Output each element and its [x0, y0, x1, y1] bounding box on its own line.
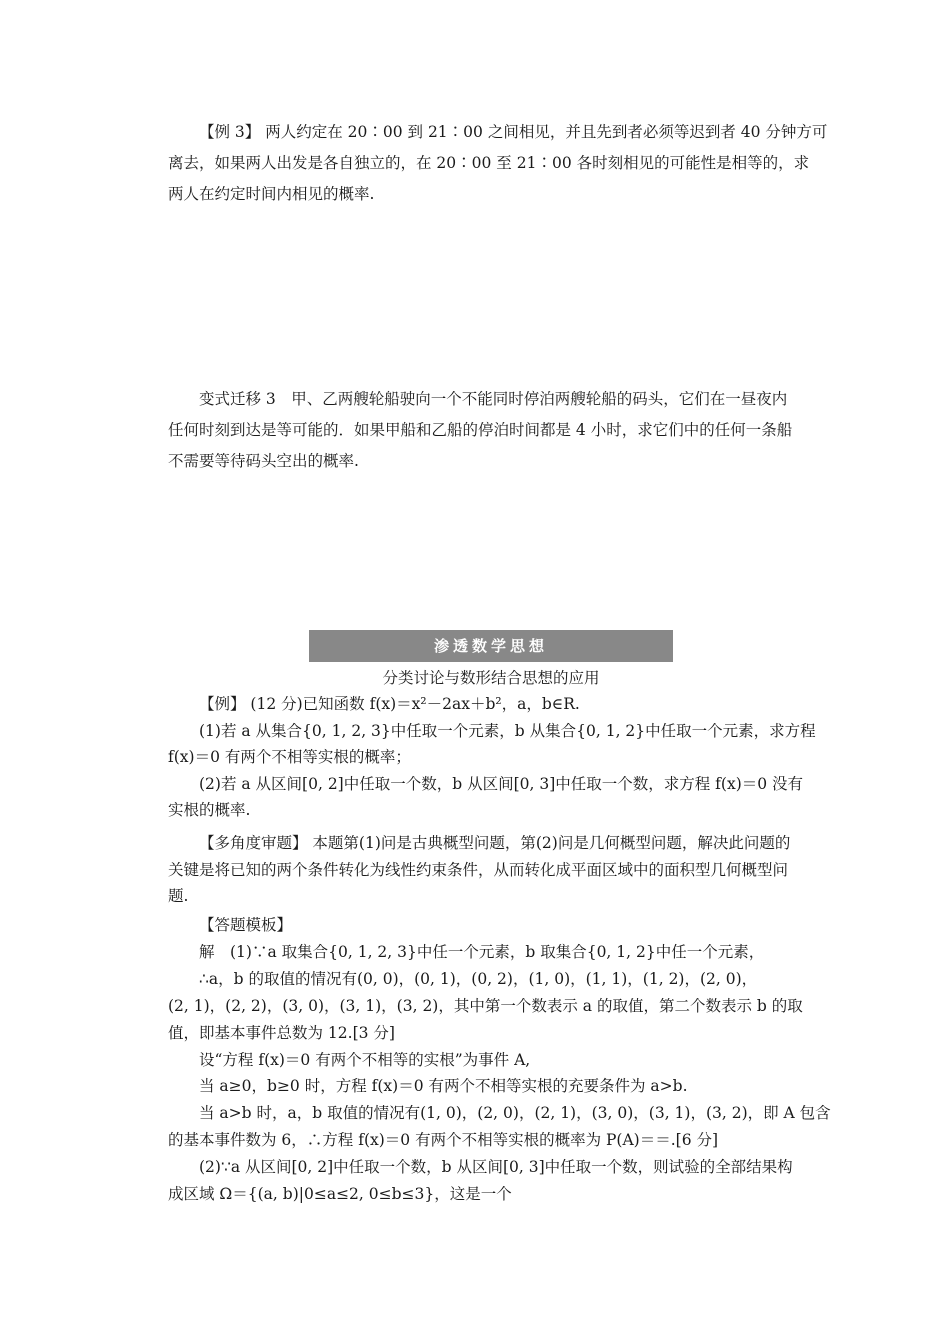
variant-3-line: 变式迁移 3 甲、乙两艘轮船驶向一个不能同时停泊两艘轮船的码头，它们在一昼夜内 — [199, 390, 788, 408]
example-line: (2)若 a 从区间[0, 2]中任取一个数，b 从区间[0, 3]中任取一个数，求方程 f(x)＝0 没有 — [199, 774, 804, 793]
example-block — [168, 691, 816, 824]
variant-3-line: 任何时刻到达是等可能的．如果甲船和乙船的停泊时间都是 4 小时，求它们中的任何一条船 — [168, 421, 793, 439]
answer-template-title: 【答题模板】 — [199, 916, 293, 934]
answer-line: 当 a>b 时，a，b 取值的情况有(1, 0)，(2, 0)，(2, 1)，(3, 0)，(3, 1)，(3, 2)，即 A 包含 — [199, 1104, 831, 1123]
variant-3-block — [168, 384, 810, 477]
example-3-block — [168, 117, 828, 210]
variant-3-line: 不需要等待码头空出的概率. — [168, 452, 359, 470]
section-subtitle: 分类讨论与数形结合思想的应用 — [382, 669, 600, 687]
review-line: 【多角度审题】 本题第(1)问是古典概型问题，第(2)问是几何概型问题，解决此问题的 — [199, 834, 791, 852]
answer-template-block — [168, 912, 831, 1208]
answer-line: 当 a≥0，b≥0 时，方程 f(x)＝0 有两个不相等实根的充要条件为 a>b. — [199, 1077, 688, 1096]
example-line: 实根的概率. — [168, 801, 251, 819]
example-3-line: 离去，如果两人出发是各自独立的，在 20∶00 至 21∶00 各时刻相见的可能性是相等的，求 — [168, 154, 810, 172]
answer-line: ∴a，b 的取值的情况有(0, 0)，(0, 1)，(0, 2)，(1, 0)，(1, 1)，(1, 2)，(2, 0)， — [199, 969, 758, 988]
review-block — [168, 830, 810, 910]
example-3-line: 【例 3】 两人约定在 20∶00 到 21∶00 之间相见，并且先到者必须等迟到者 40 分钟方可 — [199, 123, 828, 141]
answer-line: 解 (1)∵a 取集合{0, 1, 2, 3}中任一个元素，b 取集合{0, 1, 2}中任一个元素， — [199, 942, 765, 961]
example-line: 【例】 (12 分)已知函数 f(x)＝x²－2ax＋b²，a，b∈R. — [199, 695, 580, 713]
answer-line: 的基本事件数为 6，∴方程 f(x)＝0 有两个不相等实根的概率为 P(A)＝＝.[6 分] — [168, 1131, 719, 1150]
example-3-line: 两人在约定时间内相见的概率. — [168, 185, 375, 203]
answer-line: (2)∵a 从区间[0, 2]中任取一个数，b 从区间[0, 3]中任取一个数，则试验的全部结果构 — [199, 1158, 793, 1177]
review-line: 关键是将已知的两个条件转化为线性约束条件，从而转化成平面区域中的面积型几何概型问 — [168, 860, 789, 879]
example-line: (1)若 a 从集合{0, 1, 2, 3}中任取一个元素，b 从集合{0, 1, 2}中任取一个元素，求方程 — [199, 721, 816, 740]
section-banner: 渗透数学思想 — [309, 630, 673, 662]
example-line: f(x)＝0 有两个不相等实根的概率； — [168, 748, 411, 766]
answer-line: (2, 1)，(2, 2)，(3, 0)，(3, 1)，(3, 2)，其中第一个数表示 a 的取值，第二个数表示 b 的取 — [168, 996, 803, 1015]
review-line: 题. — [168, 887, 189, 905]
answer-line: 成区域 Ω＝{(a, b)|0≤a≤2, 0≤b≤3}，这是一个 — [168, 1185, 512, 1204]
answer-line: 值，即基本事件总数为 12.[3 分] — [168, 1023, 395, 1042]
answer-line: 设“方程 f(x)＝0 有两个不相等的实根”为事件 A, — [199, 1050, 531, 1069]
